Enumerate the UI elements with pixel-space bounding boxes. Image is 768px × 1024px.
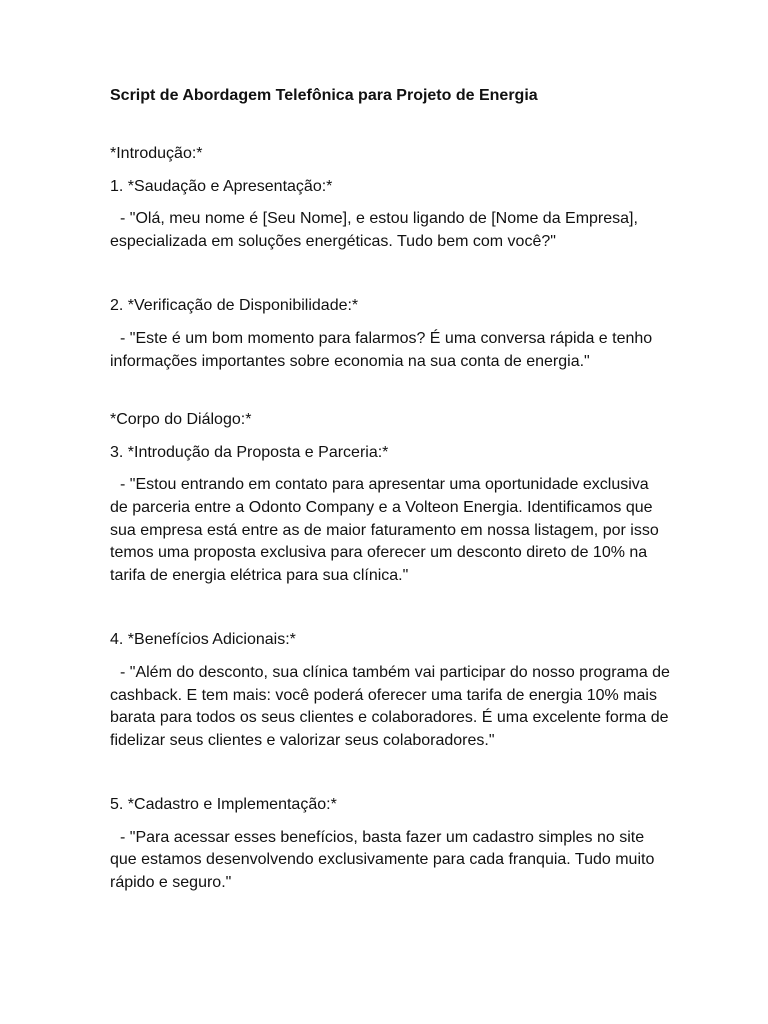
section-heading-introduction: *Introdução:* [110, 145, 203, 162]
item-heading: 5. *Cadastro e Implementação:* [110, 796, 337, 814]
item-quote: - "Olá, meu nome é [Seu Nome], e estou ligando de [Nome da Empresa], especializada em soluções energéticas. Tudo bem com você?" [110, 210, 638, 250]
item-quote: - "Estou entrando em contato para apresentar uma oportunidade exclusiva de parceria entre a Odonto Company e a Volteon Energia. Identificamos que sua empresa está entre as de maior faturamento em nossa listagem, por isso temos uma proposta exclusiva para oferecer um desconto direto de 10% na tarifa de energia elétrica para sua clínica." [110, 476, 659, 584]
script-item-1 [110, 176, 670, 254]
section-heading-dialogue-body: *Corpo do Diálogo:* [110, 411, 252, 429]
script-item-4 [110, 629, 670, 752]
item-quote: - "Este é um bom momento para falarmos? É uma conversa rápida e tenho informações importantes sobre economia na sua conta de energia." [110, 329, 653, 370]
paragraph-gap [110, 752, 670, 794]
document-title: Script de Abordagem Telefônica para Projeto de Energia [110, 87, 538, 104]
script-item-2 [110, 295, 670, 373]
item-heading: 1. *Saudação e Apresentação:* [110, 177, 333, 195]
item-heading: 4. *Benefícios Adicionais:* [110, 631, 296, 649]
document-content [110, 85, 670, 895]
item-quote: - "Para acessar esses benefícios, basta fazer um cadastro simples no site que estamos desenvolvendo exclusivamente para cada franquia. Tudo muito rápido e seguro." [110, 828, 655, 892]
script-item-5 [110, 794, 670, 894]
item-quote: - "Além do desconto, sua clínica também vai participar do nosso programa de cashback. E tem mais: você poderá oferecer uma tarifa de energia 10% mais barata para todos os seus clientes e colaboradores. É uma excelente forma de fidelizar seus clientes e valorizar seus colaboradores." [110, 663, 670, 749]
item-heading: 3. *Introdução da Proposta e Parceria:* [110, 443, 389, 461]
item-heading: 2. *Verificação de Disponibilidade:* [110, 297, 359, 315]
script-item-3 [110, 442, 670, 588]
paragraph-gap [110, 253, 670, 295]
paragraph-gap [110, 587, 670, 629]
